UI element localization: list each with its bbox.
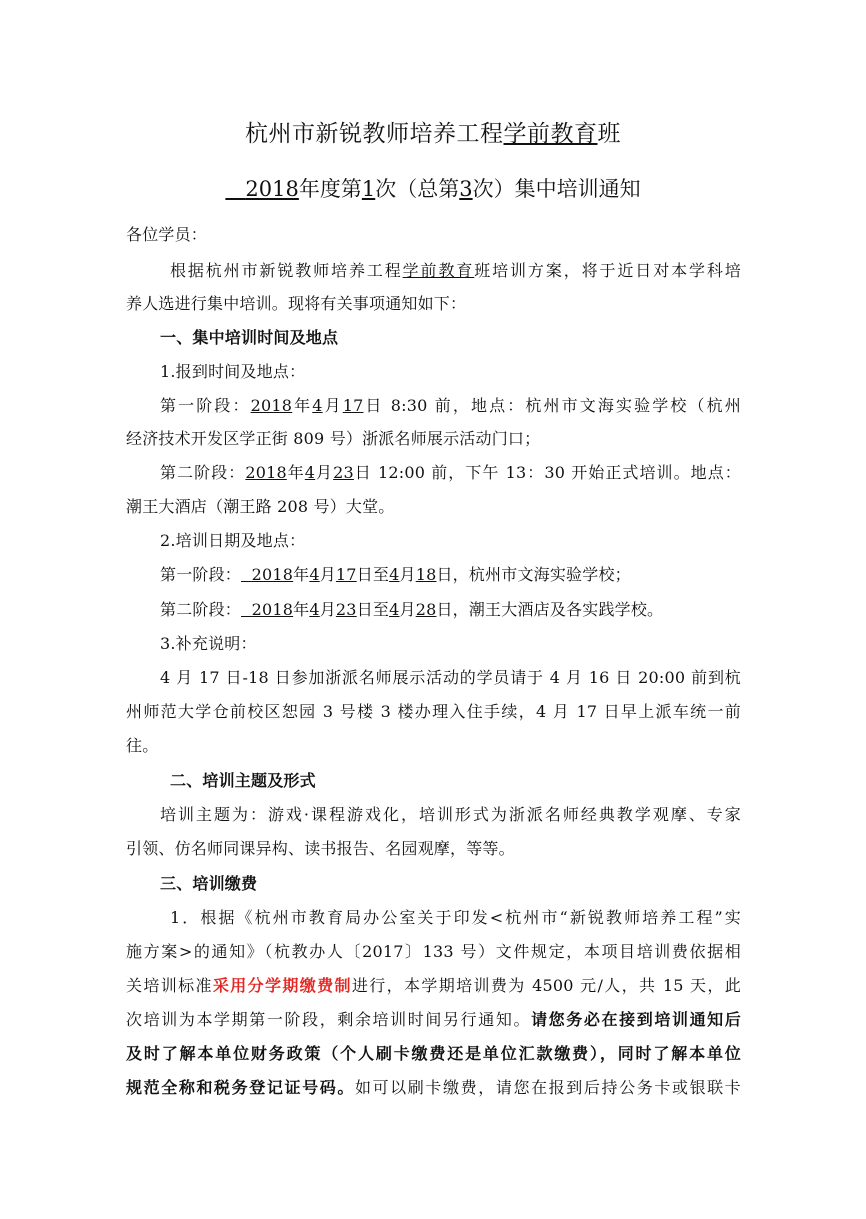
section-2-line-2: 引领、仿名师同课异构、读书报告、名园观摩，等等。	[126, 839, 515, 858]
report-stage-2-line-2: 潮王大酒店（潮王路 208 号）大堂。	[126, 497, 395, 516]
section-3-heading: 三、培训缴费	[160, 874, 258, 893]
subtitle-total: 3	[459, 177, 473, 201]
report-stage-2-line-1: 第二阶段：2018年4月23日 12:00 前，下午 13：30 开始正式培训。地点：	[160, 463, 741, 482]
section-1-sub-3: 3.补充说明：	[160, 634, 257, 653]
subtitle-year: 2018	[245, 177, 299, 201]
note-line-2: 州师范大学仓前校区恕园 3 号楼 3 楼办理入住手续，4 月 17 日早上派车统一前	[126, 702, 741, 721]
section-1-sub-2: 2.培训日期及地点：	[160, 531, 306, 550]
notice-subtitle: 2018年度第1次（总第3次）集中培训通知	[0, 173, 866, 203]
training-stage-2: 第二阶段： 2018年4月23日至4月28日，潮王大酒店及各实践学校。	[160, 600, 664, 619]
title-subject: 学前教育	[503, 121, 598, 147]
title-program: 杭州市新锐教师培养工程	[245, 121, 504, 147]
training-stage-1: 第一阶段： 2018年4月17日至4月18日，杭州市文海实验学校；	[160, 565, 631, 584]
report-stage-1-line-1: 第一阶段：2018年4月17日 8:30 前，地点：杭州市文海实验学校（杭州	[160, 396, 741, 415]
note-line-1: 4 月 17 日-18 日参加浙派名师展示活动的学员请于 4 月 16 日 20:00 前到杭	[160, 668, 741, 687]
section-3-line-6: 规范全称和税务登记证号码。如可以刷卡缴费，请您在报到后持公务卡或银联卡	[126, 1078, 741, 1097]
section-3-line-2: 施方案>的通知》（杭教办人〔2017〕133 号）文件规定，本项目培训费依据相	[126, 942, 741, 961]
section-3-line-4: 次培训为本学期第一阶段，剩余培训时间另行通知。请您务必在接到培训通知后	[126, 1010, 741, 1029]
fee-policy-highlight: 采用分学期缴费制	[212, 976, 352, 995]
notice-title	[0, 115, 866, 148]
title-class: 班	[597, 121, 621, 147]
section-2-line-1: 培训主题为：游戏·课程游戏化，培训形式为浙派名师经典教学观摩、专家	[160, 805, 741, 824]
section-3-line-5: 及时了解本单位财务政策（个人刷卡缴费还是单位汇款缴费），同时了解本单位	[126, 1044, 741, 1063]
subtitle-session: 1	[361, 177, 376, 201]
section-3-line-3: 关培训标准采用分学期缴费制进行，本学期培训费为 4500 元/人，共 15 天，此	[126, 976, 741, 995]
greeting: 各位学员：	[126, 225, 208, 244]
intro-line-2: 养人选进行集中培训。现将有关事项通知如下：	[126, 294, 467, 313]
note-line-3: 往。	[126, 736, 159, 755]
intro-line-1: 根据杭州市新锐教师培养工程学前教育班培训方案，将于近日对本学科培	[170, 261, 741, 280]
section-2-heading: 二、培训主题及形式	[170, 771, 316, 790]
section-1-sub-1: 1.报到时间及地点：	[160, 362, 306, 381]
report-stage-1-line-2: 经济技术开发区学正街 809 号）浙派名师展示活动门口；	[126, 429, 541, 448]
section-3-line-1: 1．根据《杭州市教育局办公室关于印发<杭州市“新锐教师培养工程”实	[170, 908, 741, 927]
section-1-heading: 一、集中培训时间及地点	[160, 328, 339, 347]
